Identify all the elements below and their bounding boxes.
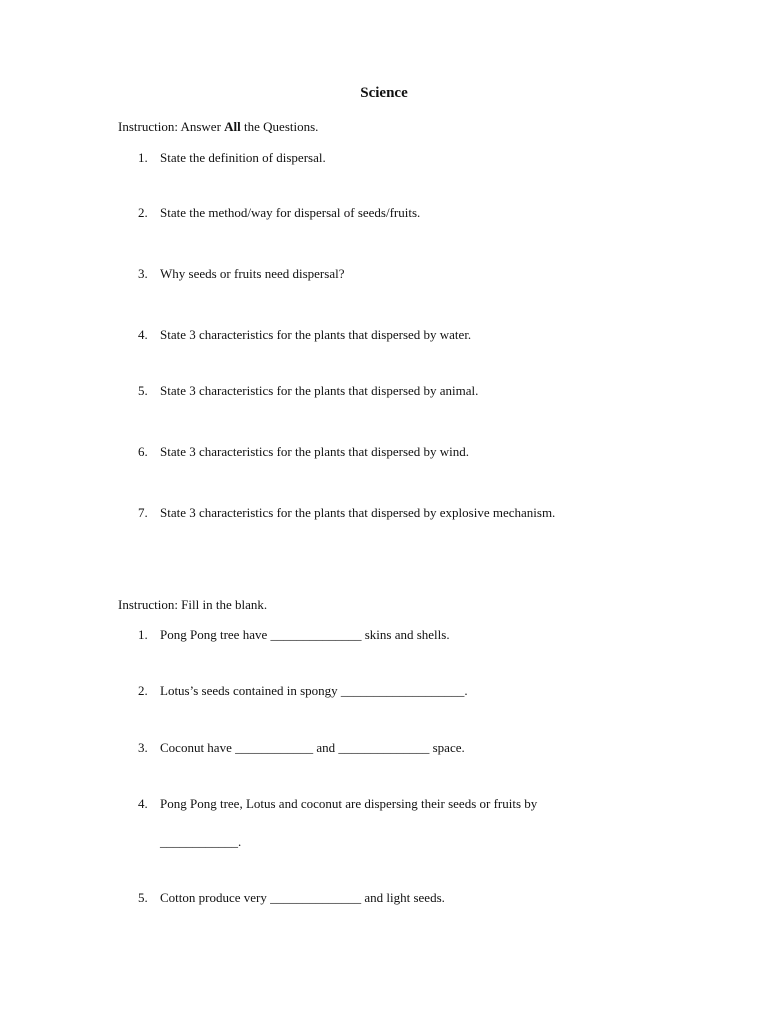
question-text: State the definition of dispersal. <box>160 150 326 165</box>
blank-text: Pong Pong tree, Lotus and coconut are dispersing their seeds or fruits by <box>160 796 538 811</box>
question-text: State 3 characteristics for the plants that dispersed by animal. <box>160 383 479 398</box>
question-number: 6. <box>138 444 148 459</box>
question-text: State the method/way for dispersal of seeds/fruits. <box>160 205 421 220</box>
blank-number: 3. <box>138 740 148 755</box>
question-text: State 3 characteristics for the plants that dispersed by water. <box>160 327 472 342</box>
question-item <box>138 266 344 282</box>
question-item <box>138 205 420 221</box>
section2-instruction: Instruction: Fill in the blank. <box>118 597 268 612</box>
page-title: Science <box>360 85 408 101</box>
section1-instruction-bold: All <box>224 119 241 134</box>
section1-instruction-suffix: the Questions. <box>240 119 319 134</box>
question-text: Why seeds or fruits need dispersal? <box>160 266 345 281</box>
question-number: 5. <box>138 383 148 398</box>
blank-number: 1. <box>138 627 148 642</box>
question-item <box>138 444 469 460</box>
blank-text: Cotton produce very ______________ and light seeds. <box>160 890 445 905</box>
blank-item <box>138 683 468 699</box>
blank-item <box>138 740 465 756</box>
question-number: 7. <box>138 505 148 520</box>
question-item <box>138 505 555 521</box>
blank-continuation: ____________. <box>160 834 242 849</box>
blank-number: 5. <box>138 890 148 905</box>
question-item <box>138 327 471 343</box>
blank-text: Coconut have ____________ and ______________ space. <box>160 740 465 755</box>
blank-number: 4. <box>138 796 148 811</box>
question-text: State 3 characteristics for the plants that dispersed by wind. <box>160 444 470 459</box>
question-item <box>138 383 478 399</box>
blank-text: Pong Pong tree have ______________ skins and shells. <box>160 627 450 642</box>
question-item <box>138 150 326 166</box>
question-number: 3. <box>138 266 148 281</box>
section1-instruction-prefix: Instruction: Answer <box>118 119 225 134</box>
question-number: 2. <box>138 205 148 220</box>
blank-item <box>138 627 450 643</box>
blank-text: Lotus’s seeds contained in spongy ___________________. <box>160 683 468 698</box>
question-text: State 3 characteristics for the plants that dispersed by explosive mechanism. <box>160 505 556 520</box>
blank-item <box>138 890 445 906</box>
section1-instruction <box>118 119 318 135</box>
question-number: 1. <box>138 150 148 165</box>
blank-item <box>138 796 537 812</box>
question-number: 4. <box>138 327 148 342</box>
blank-number: 2. <box>138 683 148 698</box>
